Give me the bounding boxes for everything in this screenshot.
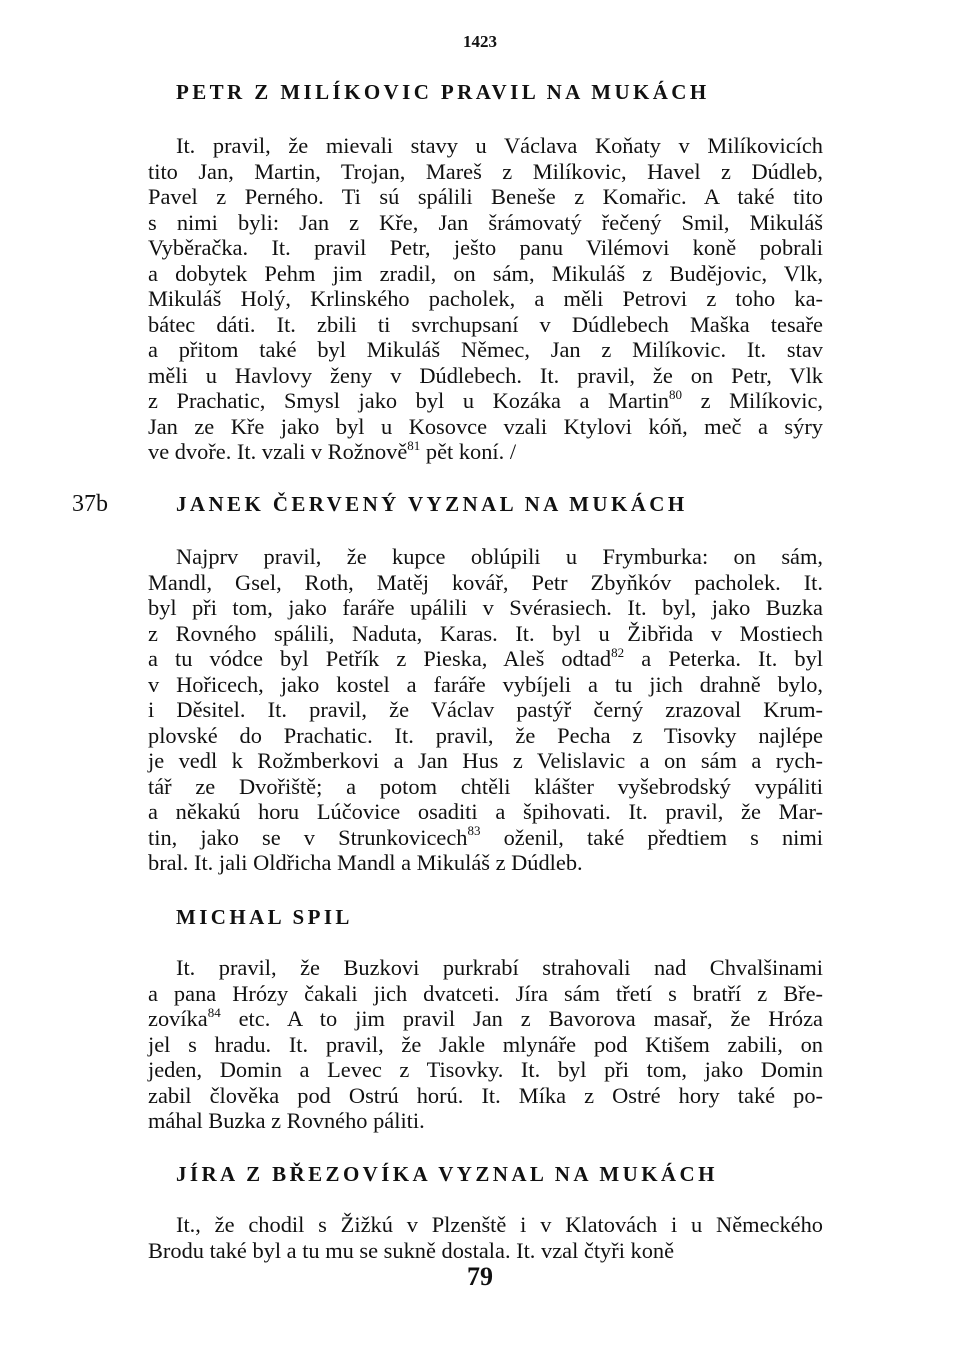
text-line: zovíka$^{84}$ etc. A to jim pravil Jan z Bavorova masař, že Hróza [148, 1004, 823, 1031]
text-line: Vyběračka. It. pravil Petr, ješto panu Vilémovi koně pobrali [148, 235, 823, 260]
text-line: jeden, Domin a Levec z Tisovky. It. byl při tom, jako Domin [148, 1057, 823, 1082]
text-line: z Prachatic, Smysl jako byl u Kozáka a Martin$^{80}$ z Milíkovic, [148, 386, 823, 413]
text-line: bral. It. jali Oldřicha Mandl a Mikuláš z Dúdleb. [148, 850, 583, 875]
text-line: měli u Havlovy ženy v Dúdlebech. It. pravil, že on Petr, Vlk [148, 362, 823, 388]
section-text-michal [148, 955, 823, 1134]
text-line: je vedl k Rožmberkovi a Jan Hus z Velislavic a on sám a rych- [148, 748, 823, 773]
text-line: Mandl, Gsel, Roth, Matěj kovář, Petr Zbyňkóv pacholek. It. [148, 569, 823, 595]
text-line: v Hořicech, jako kostel a faráře vybíjeli a tu jich drahně bylo, [148, 671, 823, 697]
text-line: Jan ze Kře jako byl u Kosovce vzali Ktylovi kóň, meč a sýry [148, 413, 823, 439]
text-line: máhal Buzka z Rovného páliti. [148, 1108, 425, 1133]
text-line: Mikuláš Holý, Krlinského pacholek, a měli Petrovi z toho ka- [148, 286, 823, 311]
footnote-ref: 84 [207, 1004, 221, 1020]
footnote-ref: 82 [611, 644, 625, 660]
text-line: byl při tom, jako faráře upálili v Svérasiech. It. byl, jako Buzka [148, 595, 823, 620]
text-line: ve dvoře. It. vzali v Rožnově$^{81}$ pět koní. / [148, 437, 517, 464]
text-line: a dobytek Pehm jim zradil, on sám, Mikuláš z Budějovic, Vlk, [148, 260, 823, 286]
text-line: a tu vódce byl Petřík z Pieska, Aleš odtad$^{82}$ a Peterka. It. byl [148, 644, 823, 671]
footnote-ref: 81 [407, 437, 421, 453]
text-line: It. pravil, že mievali stavy u Václava Koňaty v Milíkovicích [176, 133, 823, 158]
text-line: Pavel z Perného. Ti sú spálili Beneše z Komařic. A také tito [148, 184, 823, 209]
section-text-jira [148, 1212, 823, 1263]
section-heading-janek: JANEK ČERVENÝ VYZNAL NA MUKÁCH [176, 492, 688, 516]
section-text-petr [148, 133, 823, 465]
text-line: a přitom také byl Mikuláš Němec, Jan z Milíkovic. It. stav [148, 337, 823, 362]
text-line: a někakú horu Lúčovice osaditi a špihovati. It. pravil, že Mar- [148, 799, 823, 824]
text-line: s nimi byli: Jan z Kře, Jan šrámovatý řečený Smil, Mikuláš [148, 209, 823, 235]
text-line: tář ze Dvořiště; a potom chtěli klášter vyšebrodský vypáliti [148, 773, 823, 799]
text-line: Najprv pravil, že kupce oblúpili u Frymburka: on sám, [176, 544, 823, 569]
text-line: It. pravil, že Buzkovi purkrabí strahovali nad Chvalšinami [176, 955, 823, 980]
text-line: tin, jako se v Strunkovicech$^{83}$ oženil, také předtiem s nimi [148, 823, 823, 850]
text-line: z Rovného spálili, Naduta, Karas. It. byl u Žibřida v Mostiech [148, 620, 823, 646]
section-heading-petr: PETR Z MILÍKOVIC PRAVIL NA MUKÁCH [176, 80, 710, 104]
page-number: 79 [467, 1262, 493, 1291]
section-text-janek [148, 544, 823, 876]
text-line: a pana Hrózy čakali jich dvatceti. Jíra sám třetí s bratří z Bře- [148, 980, 823, 1006]
footnote-ref: 83 [467, 823, 481, 839]
text-line: Brodu také byl a tu mu se sukně dostala. It. vzal čtyři koně [148, 1237, 675, 1263]
text-line: bátec dáti. It. zbili ti svrchupsaní v Dúdlebech Maška tesaře [148, 311, 823, 337]
text-line: plovské do Prachatic. It. pravil, že Pecha z Tisovky najlépe [148, 722, 823, 748]
year-header: 1423 [463, 32, 497, 51]
text-line: zabil člověka pod Ostrú horú. It. Míka z Ostré hory také po- [148, 1082, 823, 1108]
text-line: It., že chodil s Žižkú v Plzenště i v Klatovách i u Německého [176, 1212, 823, 1237]
section-heading-jira: JÍRA Z BŘEZOVÍKA VYZNAL NA MUKÁCH [176, 1162, 718, 1186]
text-line: tito Jan, Martin, Trojan, Mareš z Milíkovic, Havel z Dúdleb, [148, 158, 823, 184]
text-line: jel s hradu. It. pravil, že Jakle mlynáře pod Ktišem zabili, on [148, 1031, 823, 1057]
footnote-ref: 80 [669, 386, 682, 402]
section-heading-michal: MICHAL SPIL [176, 905, 353, 929]
margin-folio-note: 37b [72, 491, 108, 517]
text-line: i Děsitel. It. pravil, že Václav pastýř černý zrazoval Krum- [148, 697, 823, 722]
